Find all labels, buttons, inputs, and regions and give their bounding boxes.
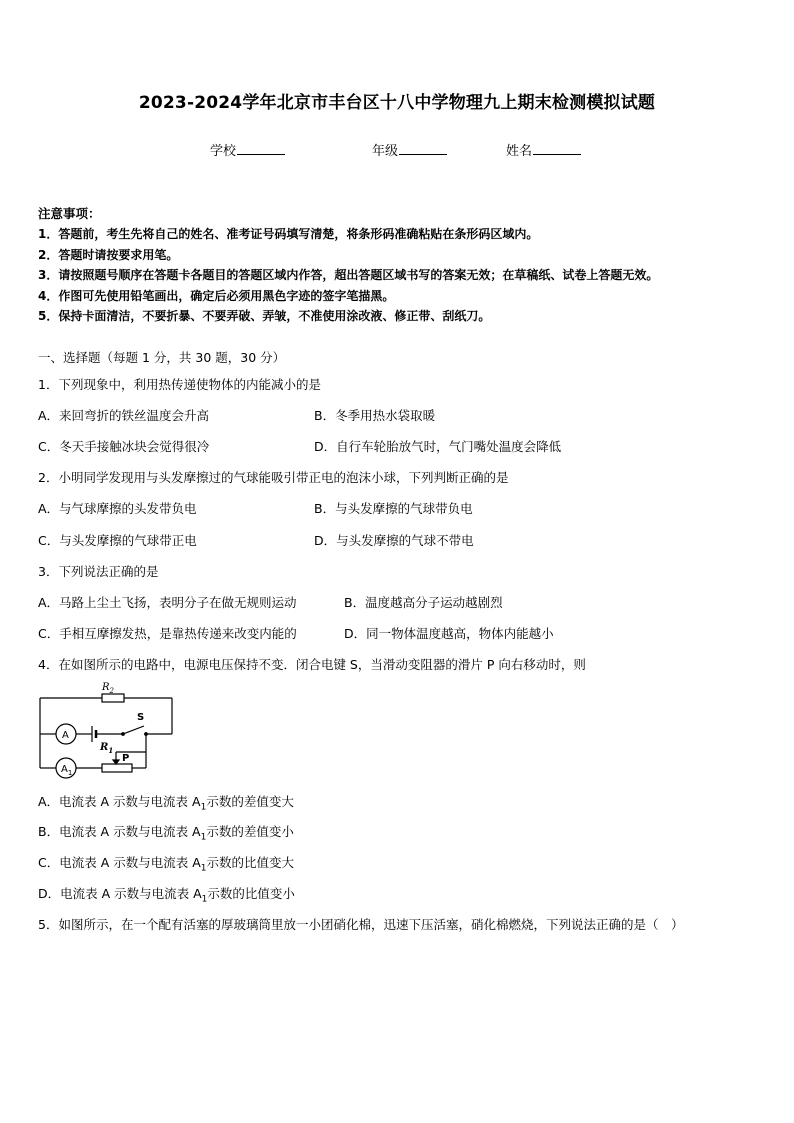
q4-option-d: D．电流表 A 示数与电流表 $A_1$示数的比值变小 [38,886,295,905]
q1-option-a: A．来回弯折的铁丝温度会升高 [38,408,210,423]
question-3-stem: 3．下列说法正确的是 [38,564,159,579]
ammeter-a1-label: $A_1$ [61,764,73,777]
grade-blank [399,141,447,155]
slider-p-label: P [122,753,130,764]
q3-option-c: C．手相互摩擦发热，是靠热传递来改变内能的 [38,626,297,641]
school-blank [237,141,285,155]
notes-heading: 注意事项： [38,206,101,221]
q2-option-a: A．与气球摩擦的头发带负电 [38,501,197,516]
q3-option-a: A．马路上尘土飞扬，表明分子在做无规则运动 [38,595,297,610]
switch-label: S [137,712,145,723]
grade-field [372,140,447,159]
q3-option-b: B．温度越高分子运动越剧烈 [344,595,503,610]
name-label: 姓名 [506,144,533,159]
section-heading: 一、选择题（每题 1 分，共 30 题，30 分） [38,350,286,365]
circuit-diagram [34,680,184,780]
q4-option-a: A．电流表 A 示数与电流表 $A_1$示数的差值变大 [38,794,294,813]
q4-option-b: B．电流表 A 示数与电流表 $A_1$示数的差值变小 [38,824,294,843]
label-r2: $R_2$ [102,682,114,695]
q1-option-d: D．自行车轮胎放气时，气门嘴处温度会降低 [314,439,562,454]
page-title: 2023-2024学年北京市丰台区十八中学物理九上期末检测模拟试题 [138,93,656,113]
name-field [506,140,581,159]
question-2-stem: 2．小明同学发现用与头发摩擦过的气球能吸引带正电的泡沫小球，下列判断正确的是 [38,470,509,485]
label-r1: $R_1$ [100,742,114,755]
school-field [210,140,285,159]
q2-option-c: C．与头发摩擦的气球带正电 [38,533,197,548]
q2-option-d: D．与头发摩擦的气球不带电 [314,533,474,548]
ammeter-a-label: A [62,730,69,741]
name-blank [533,141,581,155]
q1-option-b: B．冬季用热水袋取暖 [314,408,436,423]
q1-option-c: C．冬天手接触冰块会觉得很冷 [38,439,210,454]
question-1-stem: 1．下列现象中，利用热传递使物体的内能减小的是 [38,377,321,392]
q4-option-c: C．电流表 A 示数与电流表 $A_1$示数的比值变大 [38,855,295,874]
question-5-stem: 5．如图所示，在一个配有活塞的厚玻璃筒里放一小团硝化棉，迅速下压活塞，硝化棉燃烧，下列说法正确的是（ ） [38,917,684,932]
grade-label: 年级 [372,144,399,159]
note-item: 2．答题时请按要求用笔。 [38,248,179,262]
question-4-stem: 4．在如图所示的电路中，电源电压保持不变．闭合电键 S，当滑动变阻器的滑片 P 向右移动时，则 [38,657,586,672]
school-label: 学校 [210,144,237,159]
note-item: 3．请按照题号顺序在答题卡各题目的答题区域内作答，超出答题区域书写的答案无效；在草稿纸、试卷上答题无效。 [38,268,659,282]
q3-option-d: D．同一物体温度越高，物体内能越小 [344,626,554,641]
note-item: 5．保持卡面清洁，不要折暴、不要弄破、弄皱，不准使用涂改液、修正带、刮纸刀。 [38,309,491,323]
note-item: 4．作图可先使用铅笔画出，确定后必须用黑色字迹的签字笔描黑。 [38,289,395,303]
q2-option-b: B．与头发摩擦的气球带负电 [314,501,473,516]
note-item: 1．答题前，考生先将自己的姓名、准考证号码填写清楚，将条形码准确粘贴在条形码区域内。 [38,227,539,241]
